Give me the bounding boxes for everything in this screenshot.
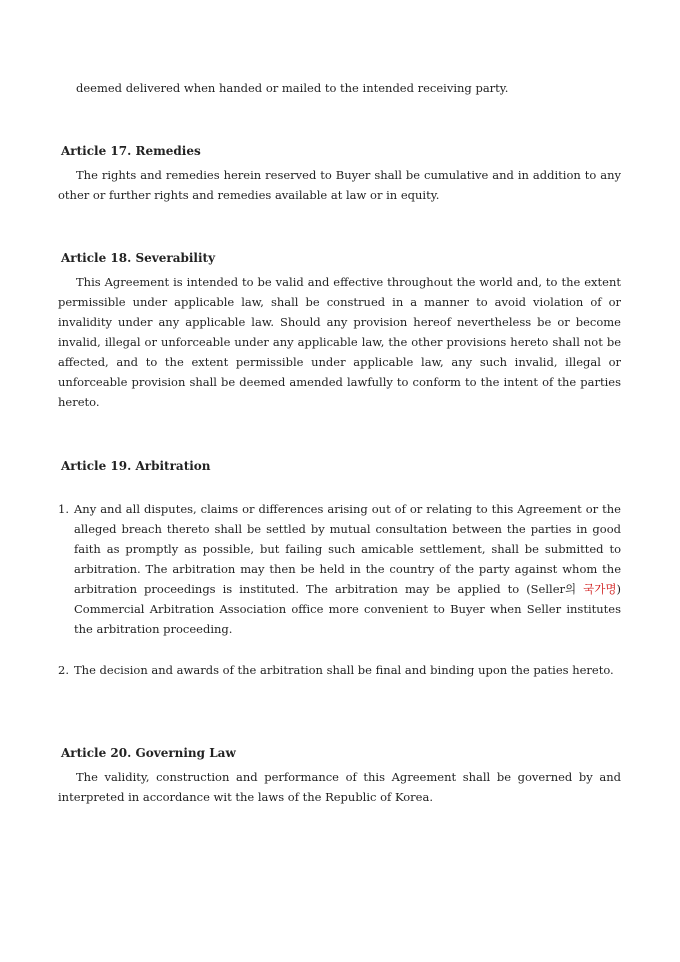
article-18-heading: Article 18. Severability [61, 251, 216, 265]
item-number: 1. [58, 502, 69, 516]
article-17-heading: Article 17. Remedies [61, 144, 201, 158]
arbitration-item-1 [58, 499, 621, 639]
item-number: 2. [58, 663, 69, 677]
country-name-placeholder: 국가명 [583, 582, 617, 596]
arbitration-item-2 [58, 660, 621, 680]
item-body [74, 499, 621, 639]
article-20-heading: Article 20. Governing Law [61, 746, 236, 760]
item-text-before: Any and all disputes, claims or differences arising out of or relating to this Agreement or the alleged breach thereto shall be settled by mutual consultation between the parties in good faith as promptly as possible, but failing such amicable settlement, shall be submitted to arbitration. The arbitration may then be held in the country of the party against whom the arbitration proceedings is instituted. The arbitration may be applied to (Seller의 [74, 502, 621, 596]
item-text-after: ) Commercial Arbitration Association office more convenient to Buyer when Seller institutes the arbitration proceeding. [74, 582, 621, 636]
article-19-heading: Article 19. Arbitration [61, 459, 211, 473]
article-20-text: The validity, construction and performance of this Agreement shall be governed by and interpreted in accordance wit the laws of the Republic of Korea. [58, 770, 621, 804]
article-17-text: The rights and remedies herein reserved to Buyer shall be cumulative and in addition to any other or further rights and remedies available at law or in equity. [58, 168, 621, 202]
item-body: The decision and awards of the arbitration shall be final and binding upon the paties hereto. [74, 663, 614, 677]
carryover-paragraph: deemed delivered when handed or mailed to the intended receiving party. [76, 81, 509, 95]
article-18-text: This Agreement is intended to be valid and effective throughout the world and, to the extent permissible under applicable law, shall be construed in a manner to avoid violation of or invalidity under any applicable law. Should any provision hereof nevertheless be or become invalid, illegal or unforceable under any applicable law, the other provisions hereto shall not be affected, and to the extent permissible under applicable law, any such invalid, illegal or unforceable provision shall be deemed amended lawfully to conform to the intent of the parties hereto. [58, 275, 621, 409]
